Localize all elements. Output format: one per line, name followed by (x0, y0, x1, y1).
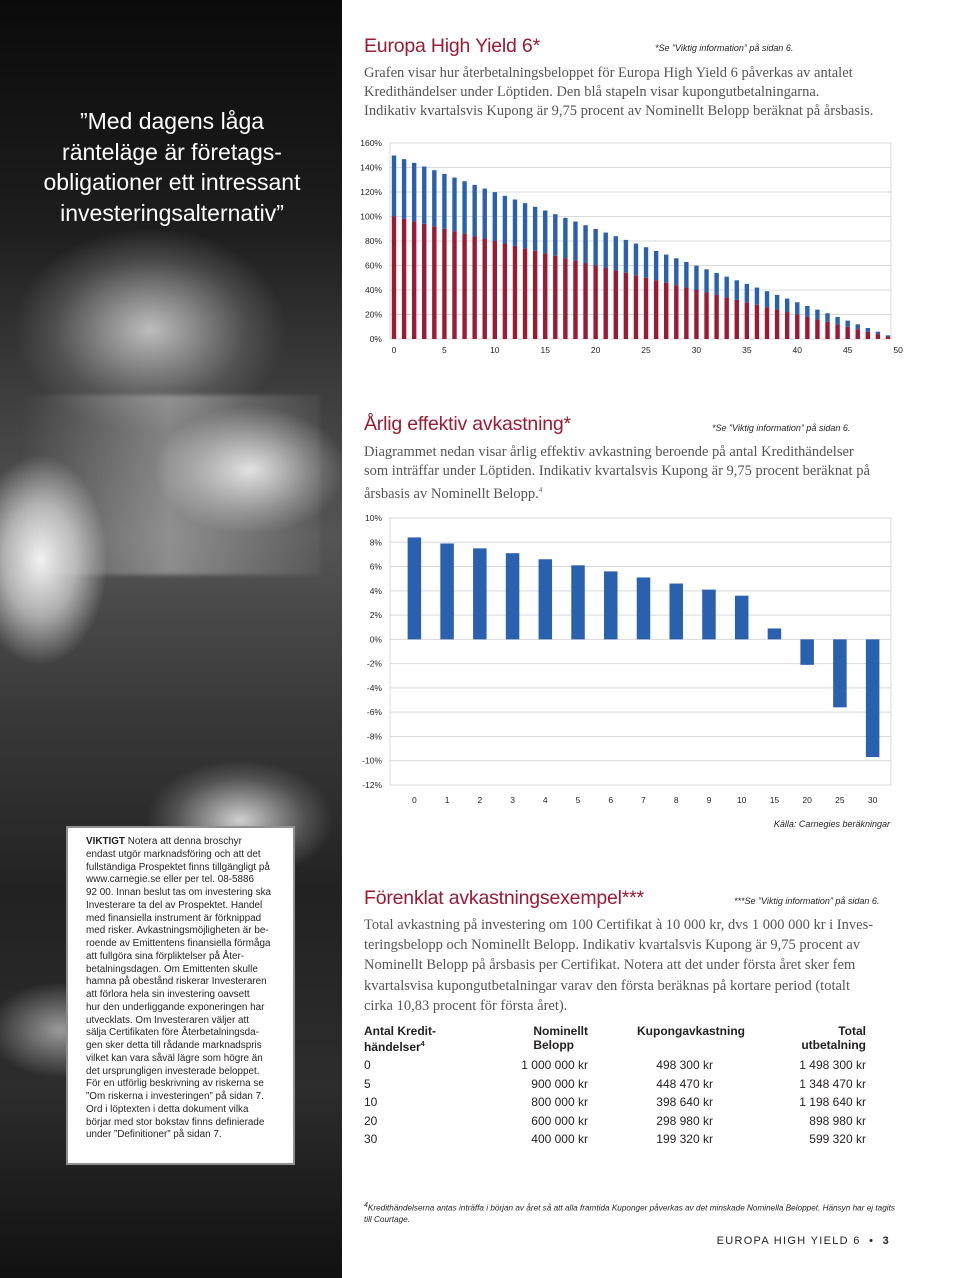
col-header-total: Total utbetalning (801, 1024, 866, 1052)
repayment-bar (593, 266, 597, 340)
x-tick-label: 6 (608, 795, 614, 805)
table-row: 30 400 000 kr 199 320 kr 599 320 kr (364, 1132, 866, 1146)
page-number: 3 (882, 1235, 890, 1247)
notice-line: Ord i löptexten i detta dokument vilka (86, 1103, 249, 1115)
x-tick-label: 25 (835, 795, 845, 805)
col-header-credit-events: Antal Kredit- händelser$^4$ (364, 1024, 436, 1054)
x-tick-label: 10 (736, 795, 747, 805)
footer-bullet: • (869, 1235, 875, 1247)
x-tick-label: 40 (792, 345, 802, 355)
x-tick-label: 15 (540, 345, 550, 355)
pull-quote-line: ”Med dagens låga (79, 108, 265, 134)
x-tick-label: 3 (510, 795, 515, 805)
repayment-bar (442, 229, 446, 339)
repayment-bar (634, 275, 638, 339)
pull-quote-line: obligationer ett intressant (43, 169, 301, 195)
coupon-bar (724, 277, 728, 298)
footer-label: EUROPA HIGH YIELD 6 (716, 1235, 861, 1247)
return-bar (833, 639, 847, 707)
return-bar (473, 548, 487, 639)
repayment-bar (472, 236, 476, 339)
notice-line: det ursprungligen investerade beloppet. (86, 1065, 260, 1077)
y-tick-label: 2% (369, 610, 382, 621)
repayment-bar (745, 302, 749, 339)
coupon-bar (402, 159, 406, 219)
table-row: 0 1 000 000 kr 498 300 kr 1 498 300 kr (364, 1058, 866, 1072)
notice-line: roende av Emittentens finansiella förmåga (86, 938, 271, 949)
repayment-bar (452, 231, 456, 339)
coupon-bar (634, 244, 638, 276)
table-row: 20 600 000 kr 298 980 kr 898 980 kr (364, 1113, 866, 1128)
notice-line: fullständiga Prospektet finns tillgängligt på (86, 861, 270, 873)
notice-line: www.carnegie.se eller per tel. 08-5886 (86, 874, 254, 886)
y-tick-label: 100% (360, 211, 382, 222)
y-tick-label: 6% (369, 561, 382, 572)
x-tick-label: 8 (673, 795, 679, 805)
repayment-bar (684, 288, 688, 339)
coupon-bar (452, 178, 456, 232)
coupon-bar (483, 189, 487, 239)
repayment-bar (553, 256, 557, 339)
coupon-bar (573, 222, 577, 261)
coupon-bar (392, 155, 396, 216)
repayment-chart (355, 135, 903, 360)
coupon-bar (714, 273, 718, 295)
coupon-bar (876, 332, 880, 334)
footnote-number: 4 (364, 1202, 368, 1209)
repayment-bar (543, 253, 547, 339)
section-title-return-example: Förenklat avkastningsexempel*** (364, 887, 644, 909)
section-title-europa-high-yield: Europa High Yield 6* (364, 35, 540, 57)
coupon-bar (755, 288, 759, 305)
repayment-bar (785, 312, 789, 339)
return-bar (866, 639, 880, 757)
x-tick-label: 7 (641, 795, 646, 805)
section1-line: Indikativ kvartalsvis Kupong är 9,75 procent av Nominellt Belopp beräknat på årsbasis. (364, 103, 874, 119)
repayment-bar (704, 292, 708, 339)
repayment-bar (674, 285, 678, 339)
notice-line: under ”Definitioner” på sidan 7. (86, 1129, 222, 1141)
coupon-bar (654, 251, 658, 280)
repayment-bar (714, 295, 718, 339)
coupon-bar (614, 236, 618, 270)
page-footer (717, 1235, 890, 1247)
return-bar (571, 565, 585, 639)
return-bar (768, 628, 782, 639)
notice-line: gen sker detta till rådande marknadspris (86, 1040, 262, 1051)
photo-motion-blur (20, 395, 320, 575)
repayment-bar (533, 251, 537, 339)
x-tick-label: 2 (477, 795, 483, 805)
repayment-bar (624, 273, 628, 339)
y-tick-label: 60% (364, 260, 382, 271)
footnote (364, 1200, 904, 1226)
col-header-coupon: Kupongavkastning (637, 1024, 746, 1038)
y-tick-label: 8% (369, 537, 382, 548)
repayment-bar (694, 290, 698, 339)
repayment-bar (432, 226, 436, 339)
y-tick-label: 40% (364, 285, 382, 295)
notice-line: Investerare ta del av Prospektet. Handel (86, 899, 263, 911)
coupon-bar (442, 174, 446, 229)
coupon-bar (503, 196, 507, 244)
section3-line: Total avkastning på investering om 100 Certifikat à 10 000 kr, dvs 1 000 000 kr i Inves- (364, 917, 874, 933)
coupon-bar (513, 199, 517, 245)
x-tick-label: 45 (842, 345, 853, 355)
trading-floor-photo (0, 0, 342, 1278)
coupon-bar (604, 233, 608, 268)
coupon-bar (795, 302, 799, 314)
notice-line: att fullgöra sina förpliktelser på Åter- (86, 950, 245, 962)
repayment-bar (735, 300, 739, 339)
footnote-text: Kredithändelserna antas inträffa i början av året så att alla framtida Kuponger påverkas av det minskade Nominella Beloppet. Hänsyn har ej tagits till Courtage. (364, 1203, 895, 1225)
y-tick-label: 0% (369, 634, 382, 645)
coupon-bar (785, 299, 789, 312)
return-bar (735, 596, 749, 640)
notice-line: utvecklats. Om Investeraren väljer att (86, 1014, 250, 1026)
repayment-bar (483, 239, 487, 339)
coupon-bar (412, 163, 416, 222)
coupon-bar (543, 210, 547, 253)
notice-line: med risker. Avkastningsmöjligheten är be- (86, 925, 269, 937)
repayment-bar (805, 317, 809, 339)
x-tick-label: 50 (893, 345, 903, 355)
y-tick-label: 140% (360, 162, 382, 173)
repayment-bar (493, 241, 497, 339)
notice-line: börjar med stor bokstav finns definierade (86, 1116, 265, 1128)
section2-text (364, 443, 924, 504)
repayment-bar (402, 219, 406, 339)
repayment-bar (604, 268, 608, 339)
repayment-bar (503, 243, 507, 339)
y-tick-label: 4% (369, 585, 382, 596)
x-tick-label: 20 (802, 795, 812, 805)
section2-note: *Se ”Viktig information” på sidan 6. (712, 423, 851, 433)
coupon-bar (845, 321, 849, 327)
coupon-bar (835, 317, 839, 324)
section2-line: årsbasis av Nominellt Belopp.$^4$ (364, 485, 543, 502)
coupon-bar (664, 255, 668, 283)
repayment-bar (513, 246, 517, 339)
section-title-annual-return: Årlig effektiv avkastning* (364, 413, 571, 435)
x-tick-label: 20 (590, 345, 601, 355)
pull-quote (20, 106, 324, 228)
y-tick-label: 0% (369, 334, 382, 344)
x-tick-label: 5 (575, 795, 581, 805)
coupon-bar (593, 229, 597, 266)
repayment-bar (886, 337, 890, 339)
notice-line: För en utförlig beskrivning av riskerna se (86, 1078, 264, 1090)
coupon-bar (644, 247, 648, 278)
coupon-bar (856, 324, 860, 329)
x-tick-label: 0 (411, 795, 417, 805)
section3-line: kvartalsvisa kupongutbetalningar varav den första beräknas på kortare period (totalt (364, 977, 850, 994)
coupon-bar (704, 269, 708, 292)
section3-line: Nominellt Belopp på årsbasis per Certifikat. Notera att det under första året sker fem (364, 957, 856, 974)
notice-line: 92 00. Innan beslut tas om investering ska (86, 887, 271, 898)
repayment-bar (654, 280, 658, 339)
coupon-bar (472, 185, 476, 236)
coupon-bar (583, 225, 587, 263)
section1-line: Kredithändelser under Löptiden. Den blå stapeln visar kupongutbetalningarna. (364, 84, 820, 100)
repayment-bar (573, 261, 577, 339)
coupon-bar (745, 284, 749, 302)
repayment-bar (775, 310, 779, 339)
repayment-bar (724, 297, 728, 339)
x-tick-label: 4 (542, 795, 548, 805)
repayment-bar (876, 334, 880, 339)
notice-line: hur den underliggande exponeringen har (86, 1001, 265, 1013)
table-header (364, 1024, 870, 1056)
coupon-bar (523, 203, 527, 248)
x-tick-label: 25 (641, 345, 651, 355)
notice-heading: VIKTIGT (86, 836, 125, 847)
annual-return-chart (355, 510, 900, 810)
coupon-bar (533, 207, 537, 251)
coupon-bar (815, 310, 819, 320)
y-tick-label: -8% (366, 731, 382, 742)
y-tick-label: 80% (364, 236, 382, 246)
y-tick-label: -4% (366, 682, 382, 693)
return-example-table (364, 1024, 870, 1151)
return-bar (408, 537, 422, 639)
plot-frame (390, 518, 891, 785)
coupon-bar (553, 214, 557, 256)
y-tick-label: -10% (362, 755, 382, 766)
x-tick-label: 30 (691, 345, 702, 355)
coupon-bar (493, 192, 497, 241)
x-tick-label: 15 (769, 795, 780, 805)
coupon-bar (462, 181, 466, 233)
section1-text (364, 64, 924, 121)
return-bar (669, 584, 683, 640)
y-tick-label: -6% (366, 707, 382, 718)
y-tick-label: 120% (360, 187, 382, 197)
section1-line: Grafen visar hur återbetalningsbeloppet för Europa High Yield 6 påverkas av antalet (364, 65, 853, 81)
footnote-ref: 4 (538, 486, 543, 494)
repayment-bar (523, 248, 527, 339)
section2-line: som inträffar under Löptiden. Indikativ kvartalsvis Kupong är 9,75 procent beräknat på (364, 463, 870, 479)
return-bar (506, 553, 520, 639)
repayment-bar (412, 221, 416, 339)
section2-line: Diagrammet nedan visar årlig effektiv avkastning beroende på antal Kredithändelser (364, 444, 854, 460)
repayment-bar (583, 263, 587, 339)
coupon-bar (866, 328, 870, 332)
coupon-bar (563, 218, 567, 258)
table-body (364, 1058, 870, 1151)
repayment-bar (664, 283, 668, 339)
return-bar (440, 543, 454, 639)
repayment-bar (392, 217, 396, 340)
repayment-bar (835, 324, 839, 339)
y-tick-label: -2% (366, 658, 382, 669)
notice-line: sälja Certifikaten före Återbetalningsda- (86, 1027, 259, 1039)
chart-source: Källa: Carnegies beräkningar (773, 819, 890, 829)
return-bar (702, 590, 716, 640)
coupon-bar (805, 306, 809, 317)
x-tick-label: 9 (706, 795, 712, 805)
pull-quote-line: ränteläge är företags- (62, 138, 282, 165)
col-header-nominal: Nominellt Belopp (533, 1024, 588, 1052)
notice-line: betalningsdagen. Om Emittenten skulle (86, 963, 258, 975)
y-tick-label: -12% (362, 780, 382, 790)
repayment-bar (866, 332, 870, 339)
coupon-bar (825, 313, 829, 322)
section3-line: cirka 10,83 procent för första året). (364, 997, 568, 1014)
coupon-bar (735, 280, 739, 299)
section3-text (364, 915, 924, 1016)
section3-note: ***Se ”Viktig information” på sidan 6. (734, 896, 880, 906)
repayment-bar (462, 234, 466, 339)
table-row: 5 900 000 kr 448 470 kr 1 348 470 kr (364, 1076, 866, 1091)
y-tick-label: 20% (364, 309, 382, 320)
repayment-bar (795, 315, 799, 340)
coupon-bar (674, 258, 678, 285)
coupon-bar (684, 262, 688, 288)
x-tick-label: 5 (442, 345, 447, 355)
x-tick-label: 30 (867, 795, 878, 805)
notice-line: med finansiella instrument är förknippad (86, 912, 262, 924)
coupon-bar (624, 240, 628, 273)
table-row: 10 800 000 kr 398 640 kr 1 198 640 kr (364, 1095, 866, 1109)
coupon-bar (422, 167, 426, 224)
pull-quote-line: investeringsalternativ” (60, 199, 284, 226)
repayment-bar (755, 305, 759, 339)
x-tick-label: 35 (742, 345, 752, 355)
y-tick-label: 10% (364, 513, 382, 523)
repayment-bar (856, 329, 860, 339)
coupon-bar (694, 266, 698, 290)
notice-line: ”Om riskerna i investeringen” på sidan 7. (86, 1091, 264, 1102)
x-tick-label: 10 (490, 345, 500, 355)
notice-line: att förlora hela sin investering oavsett (86, 989, 250, 1000)
y-tick-label: 160% (360, 138, 382, 148)
notice-line: VIKTIGT Notera att denna broschyr (86, 836, 242, 847)
notice-line: hamna på obestånd riskerar Investeraren (86, 976, 267, 988)
return-bar (800, 639, 814, 664)
x-tick-label: 1 (444, 795, 450, 805)
repayment-bar (815, 319, 819, 339)
return-bar (539, 559, 553, 639)
coupon-bar (886, 335, 890, 336)
repayment-bar (644, 278, 648, 339)
repayment-bar (825, 322, 829, 339)
repayment-bar (563, 258, 567, 339)
coupon-bar (775, 295, 779, 310)
repayment-bar (845, 327, 849, 339)
notice-line: vilket kan vara såväl lägre som högre än (86, 1052, 263, 1064)
section1-note: *Se ”Viktig information” på sidan 6. (655, 43, 794, 53)
important-notice-box (66, 826, 295, 1165)
repayment-bar (422, 224, 426, 339)
x-tick-label: 0 (391, 345, 397, 355)
return-bar (604, 571, 618, 639)
repayment-bar (765, 307, 769, 339)
section3-line: teringsbelopp och Nominellt Belopp. Indikativ kvartalsvis Kupong är 9,75 procent av (364, 937, 861, 954)
coupon-bar (765, 291, 769, 307)
return-bar (637, 577, 651, 639)
repayment-bar (614, 270, 618, 339)
notice-line: endast utgör marknadsföring och att det (86, 848, 261, 860)
coupon-bar (432, 170, 436, 226)
